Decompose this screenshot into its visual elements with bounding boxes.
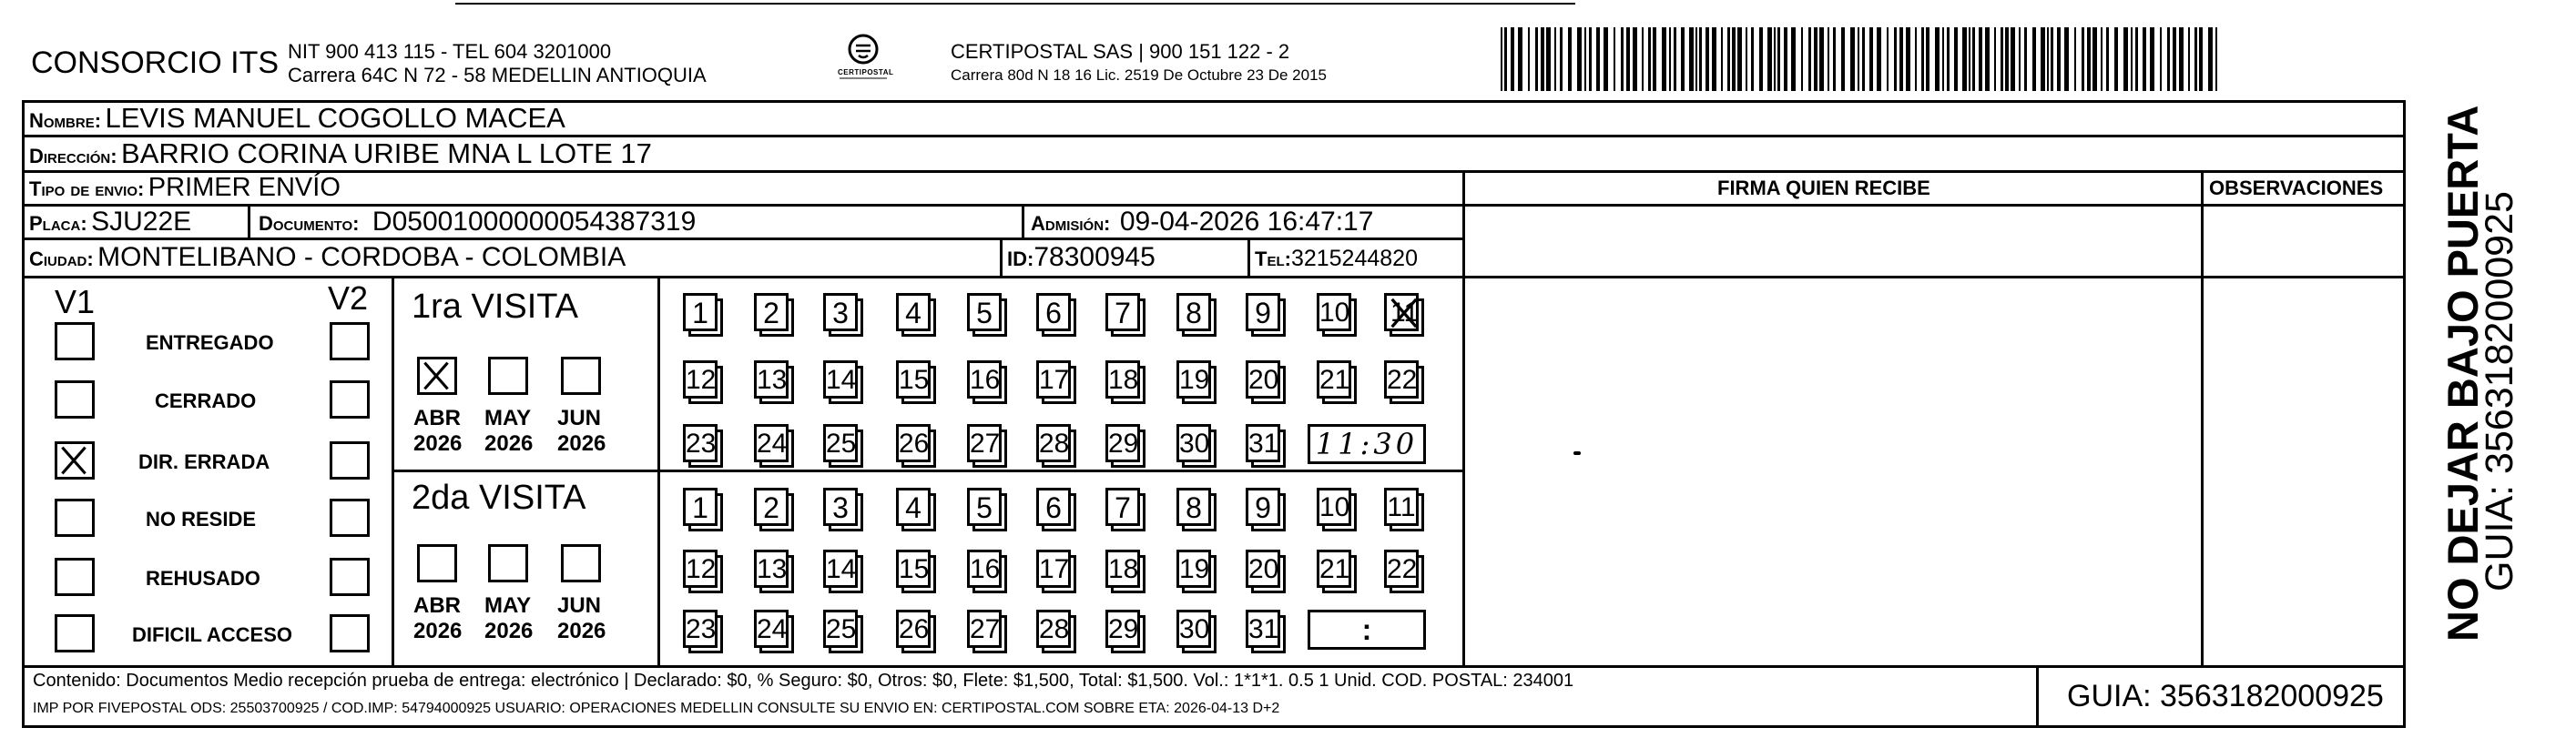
admision-value: 09-04-2026 16:47:17: [1119, 207, 1374, 237]
tipo-value: PRIMER ENVÍO: [148, 173, 341, 202]
second-month-box-abr[interactable]: [417, 544, 457, 582]
second-time-field[interactable]: :: [1308, 610, 1426, 650]
first-month-box-abr[interactable]: [417, 357, 457, 395]
second-day-14[interactable]: 14: [823, 550, 858, 588]
placa-value: SJU22E: [91, 207, 192, 237]
tel-label: Tel:: [1255, 248, 1291, 270]
side-warning: NO DEJAR BAJO PUERTA: [2439, 105, 2487, 642]
side-guia: GUIA: 3563182000925: [2478, 191, 2521, 591]
observaciones-header: OBSERVACIONES: [2209, 177, 2384, 199]
status-label-1: ENTREGADO: [146, 331, 274, 354]
second-day-28[interactable]: 28: [1036, 610, 1071, 648]
first-day-23[interactable]: 23: [683, 424, 718, 462]
second-day-20[interactable]: 20: [1246, 550, 1280, 588]
second-month-box-jun[interactable]: [561, 544, 601, 582]
first-year-label-may: 2026: [484, 431, 534, 456]
day-label: 11: [1390, 298, 1420, 328]
second-month-box-may[interactable]: [488, 544, 528, 582]
first-day-11[interactable]: [1384, 293, 1419, 331]
second-day-16[interactable]: 16: [967, 550, 1002, 588]
status-label-2: CERRADO: [155, 389, 257, 412]
first-day-22[interactable]: 22: [1384, 360, 1419, 399]
v2-checkbox-5[interactable]: [330, 558, 370, 596]
first-day-25[interactable]: 25: [823, 424, 858, 462]
first-day-7[interactable]: 7: [1105, 293, 1140, 331]
documento-label: Documento:: [259, 212, 360, 235]
second-day-4[interactable]: 4: [896, 488, 931, 526]
first-year-label-jun: 2026: [557, 431, 606, 456]
footer-guia: GUIA: 3563182000925: [2067, 679, 2384, 713]
second-day-18[interactable]: 18: [1105, 550, 1140, 588]
first-day-4[interactable]: 4: [896, 293, 931, 331]
certipostal-line2: Carrera 80d N 18 16 Lic. 2519 De Octubre 23 De 2015: [951, 66, 1327, 84]
first-day-10[interactable]: 10: [1317, 293, 1351, 331]
second-day-24[interactable]: 24: [754, 610, 789, 648]
barcode: [1499, 27, 2227, 91]
footer-contenido: Contenido: Documentos Medio recepción prueba de entrega: electrónico | Declarado: $0, % Seguro: $0, Otros: $0, Flete: $1,500, Total: $1,500. Vol.: 1*1*1. 0.5 1 Unid. COD. POSTAL: 234001: [33, 671, 1574, 691]
second-day-15[interactable]: 15: [896, 550, 931, 588]
v2-checkbox-2[interactable]: [330, 380, 370, 419]
first-day-18[interactable]: 18: [1105, 360, 1140, 399]
second-day-29[interactable]: 29: [1105, 610, 1140, 648]
ciudad-label: Ciudad:: [29, 248, 94, 270]
second-day-5[interactable]: 5: [967, 488, 1002, 526]
second-day-3[interactable]: 3: [823, 488, 858, 526]
certipostal-line1: CERTIPOSTAL SAS | 900 151 122 - 2: [951, 40, 1290, 63]
footer-imp: IMP POR FIVEPOSTAL ODS: 25503700925 / COD.IMP: 54794000925 USUARIO: OPERACIONES MEDELLIN CONSULTE SU ENVIO EN: CERTIPOSTAL.COM SOBRE ETA: 2026-04-13 D+2: [33, 701, 1280, 716]
first-day-28[interactable]: 28: [1036, 424, 1071, 462]
main-frame: [22, 100, 2406, 728]
admision-label: Admisión:: [1031, 212, 1111, 235]
second-day-1[interactable]: 1: [683, 488, 718, 526]
second-day-10[interactable]: 10: [1317, 488, 1351, 526]
first-day-30[interactable]: 30: [1176, 424, 1211, 462]
nombre-value: LEVIS MANUEL COGOLLO MACEA: [105, 102, 565, 134]
status-label-4: NO RESIDE: [146, 508, 257, 531]
v2-checkbox-6[interactable]: [330, 614, 370, 652]
direccion-label: Dirección:: [29, 145, 117, 167]
first-month-label-jun: JUN: [557, 406, 602, 430]
first-day-13[interactable]: 13: [754, 360, 789, 399]
first-day-12[interactable]: 12: [683, 360, 718, 399]
id-value: 78300945: [1033, 242, 1156, 272]
second-day-19[interactable]: 19: [1176, 550, 1211, 588]
first-day-17[interactable]: 17: [1036, 360, 1071, 399]
company-name: CONSORCIO ITS: [31, 45, 280, 80]
second-day-13[interactable]: 13: [754, 550, 789, 588]
nombre-label: Nombre:: [29, 109, 102, 132]
first-day-16[interactable]: 16: [967, 360, 1002, 399]
placa-label: Placa:: [29, 212, 87, 235]
first-day-27[interactable]: 27: [967, 424, 1002, 462]
first-month-box-jun[interactable]: [561, 357, 601, 395]
second-day-31[interactable]: 31: [1246, 610, 1280, 648]
second-day-17[interactable]: 17: [1036, 550, 1071, 588]
first-month-box-may[interactable]: [488, 357, 528, 395]
first-day-9[interactable]: 9: [1246, 293, 1280, 331]
signature-mark: [1573, 451, 1581, 455]
v1-checkbox-2[interactable]: [55, 380, 95, 419]
second-day-22[interactable]: 22: [1384, 550, 1419, 588]
second-visit-title: 2da VISITA: [412, 479, 586, 517]
first-year-label-abr: 2026: [413, 431, 463, 456]
second-year-label-jun: 2026: [557, 619, 606, 643]
second-year-label-may: 2026: [484, 619, 534, 643]
first-day-2[interactable]: 2: [754, 293, 789, 331]
first-month-label-abr: ABR: [413, 406, 461, 430]
v1-checkbox-5[interactable]: [55, 558, 95, 596]
v1-checkbox-4[interactable]: [55, 499, 95, 537]
first-day-26[interactable]: 26: [896, 424, 931, 462]
second-month-label-abr: ABR: [413, 593, 461, 618]
second-day-30[interactable]: 30: [1176, 610, 1211, 648]
v1-checkbox-1[interactable]: [55, 322, 95, 360]
v1-checkbox-3[interactable]: [55, 441, 95, 480]
first-month-label-may: MAY: [484, 406, 532, 430]
first-day-24[interactable]: 24: [754, 424, 789, 462]
first-day-19[interactable]: 19: [1176, 360, 1211, 399]
status-label-5: REHUSADO: [146, 567, 260, 590]
id-label: ID:: [1007, 248, 1034, 270]
first-day-3[interactable]: 3: [823, 293, 858, 331]
second-day-27[interactable]: 27: [967, 610, 1002, 648]
second-day-8[interactable]: 8: [1176, 488, 1211, 526]
certipostal-logo: [830, 33, 896, 86]
first-day-31[interactable]: 31: [1246, 424, 1280, 462]
first-day-14[interactable]: 14: [823, 360, 858, 399]
first-day-21[interactable]: 21: [1317, 360, 1351, 399]
first-day-5[interactable]: 5: [967, 293, 1002, 331]
direccion-value: BARRIO CORINA URIBE MNA L LOTE 17: [121, 137, 652, 169]
documento-value: D05001000000054387319: [372, 207, 697, 237]
second-day-11[interactable]: 11: [1384, 488, 1419, 526]
v1-label: V1: [55, 283, 96, 320]
logo-text: CERTIPOSTAL: [838, 68, 894, 76]
status-label-3: DIR. ERRADA: [138, 450, 270, 473]
address-line: Carrera 64C N 72 - 58 MEDELLIN ANTIOQUIA: [288, 64, 707, 86]
v2-checkbox-3[interactable]: [330, 441, 370, 480]
v2-checkbox-4[interactable]: [330, 499, 370, 537]
second-day-9[interactable]: 9: [1246, 488, 1280, 526]
ciudad-value: MONTELIBANO - CORDOBA - COLOMBIA: [97, 242, 626, 272]
second-month-label-jun: JUN: [557, 593, 602, 618]
first-time-field[interactable]: 11:30: [1308, 424, 1426, 464]
first-day-20[interactable]: 20: [1246, 360, 1280, 399]
status-label-6: DIFICIL ACCESO: [132, 623, 293, 646]
second-day-23[interactable]: 23: [683, 610, 718, 648]
second-day-6[interactable]: 6: [1036, 488, 1071, 526]
second-day-2[interactable]: 2: [754, 488, 789, 526]
second-month-label-may: MAY: [484, 593, 532, 618]
v2-label: V2: [328, 279, 369, 317]
tipo-label: Tipo de envio:: [29, 177, 145, 200]
second-day-26[interactable]: 26: [896, 610, 931, 648]
second-day-12[interactable]: 12: [683, 550, 718, 588]
nit-line: NIT 900 413 115 - TEL 604 3201000: [288, 40, 612, 63]
firma-header: FIRMA QUIEN RECIBE: [1717, 177, 1930, 199]
first-day-15[interactable]: 15: [896, 360, 931, 399]
v1-checkbox-6[interactable]: [55, 614, 95, 652]
tel-value: 3215244820: [1290, 246, 1418, 271]
first-day-29[interactable]: 29: [1105, 424, 1140, 462]
second-day-21[interactable]: 21: [1317, 550, 1351, 588]
second-day-25[interactable]: 25: [823, 610, 858, 648]
first-visit-title: 1ra VISITA: [412, 288, 579, 326]
v2-checkbox-1[interactable]: [330, 322, 370, 360]
first-day-8[interactable]: 8: [1176, 293, 1211, 331]
second-year-label-abr: 2026: [413, 619, 463, 643]
second-day-7[interactable]: 7: [1105, 488, 1140, 526]
first-day-6[interactable]: 6: [1036, 293, 1071, 331]
first-day-1[interactable]: 1: [683, 293, 718, 331]
